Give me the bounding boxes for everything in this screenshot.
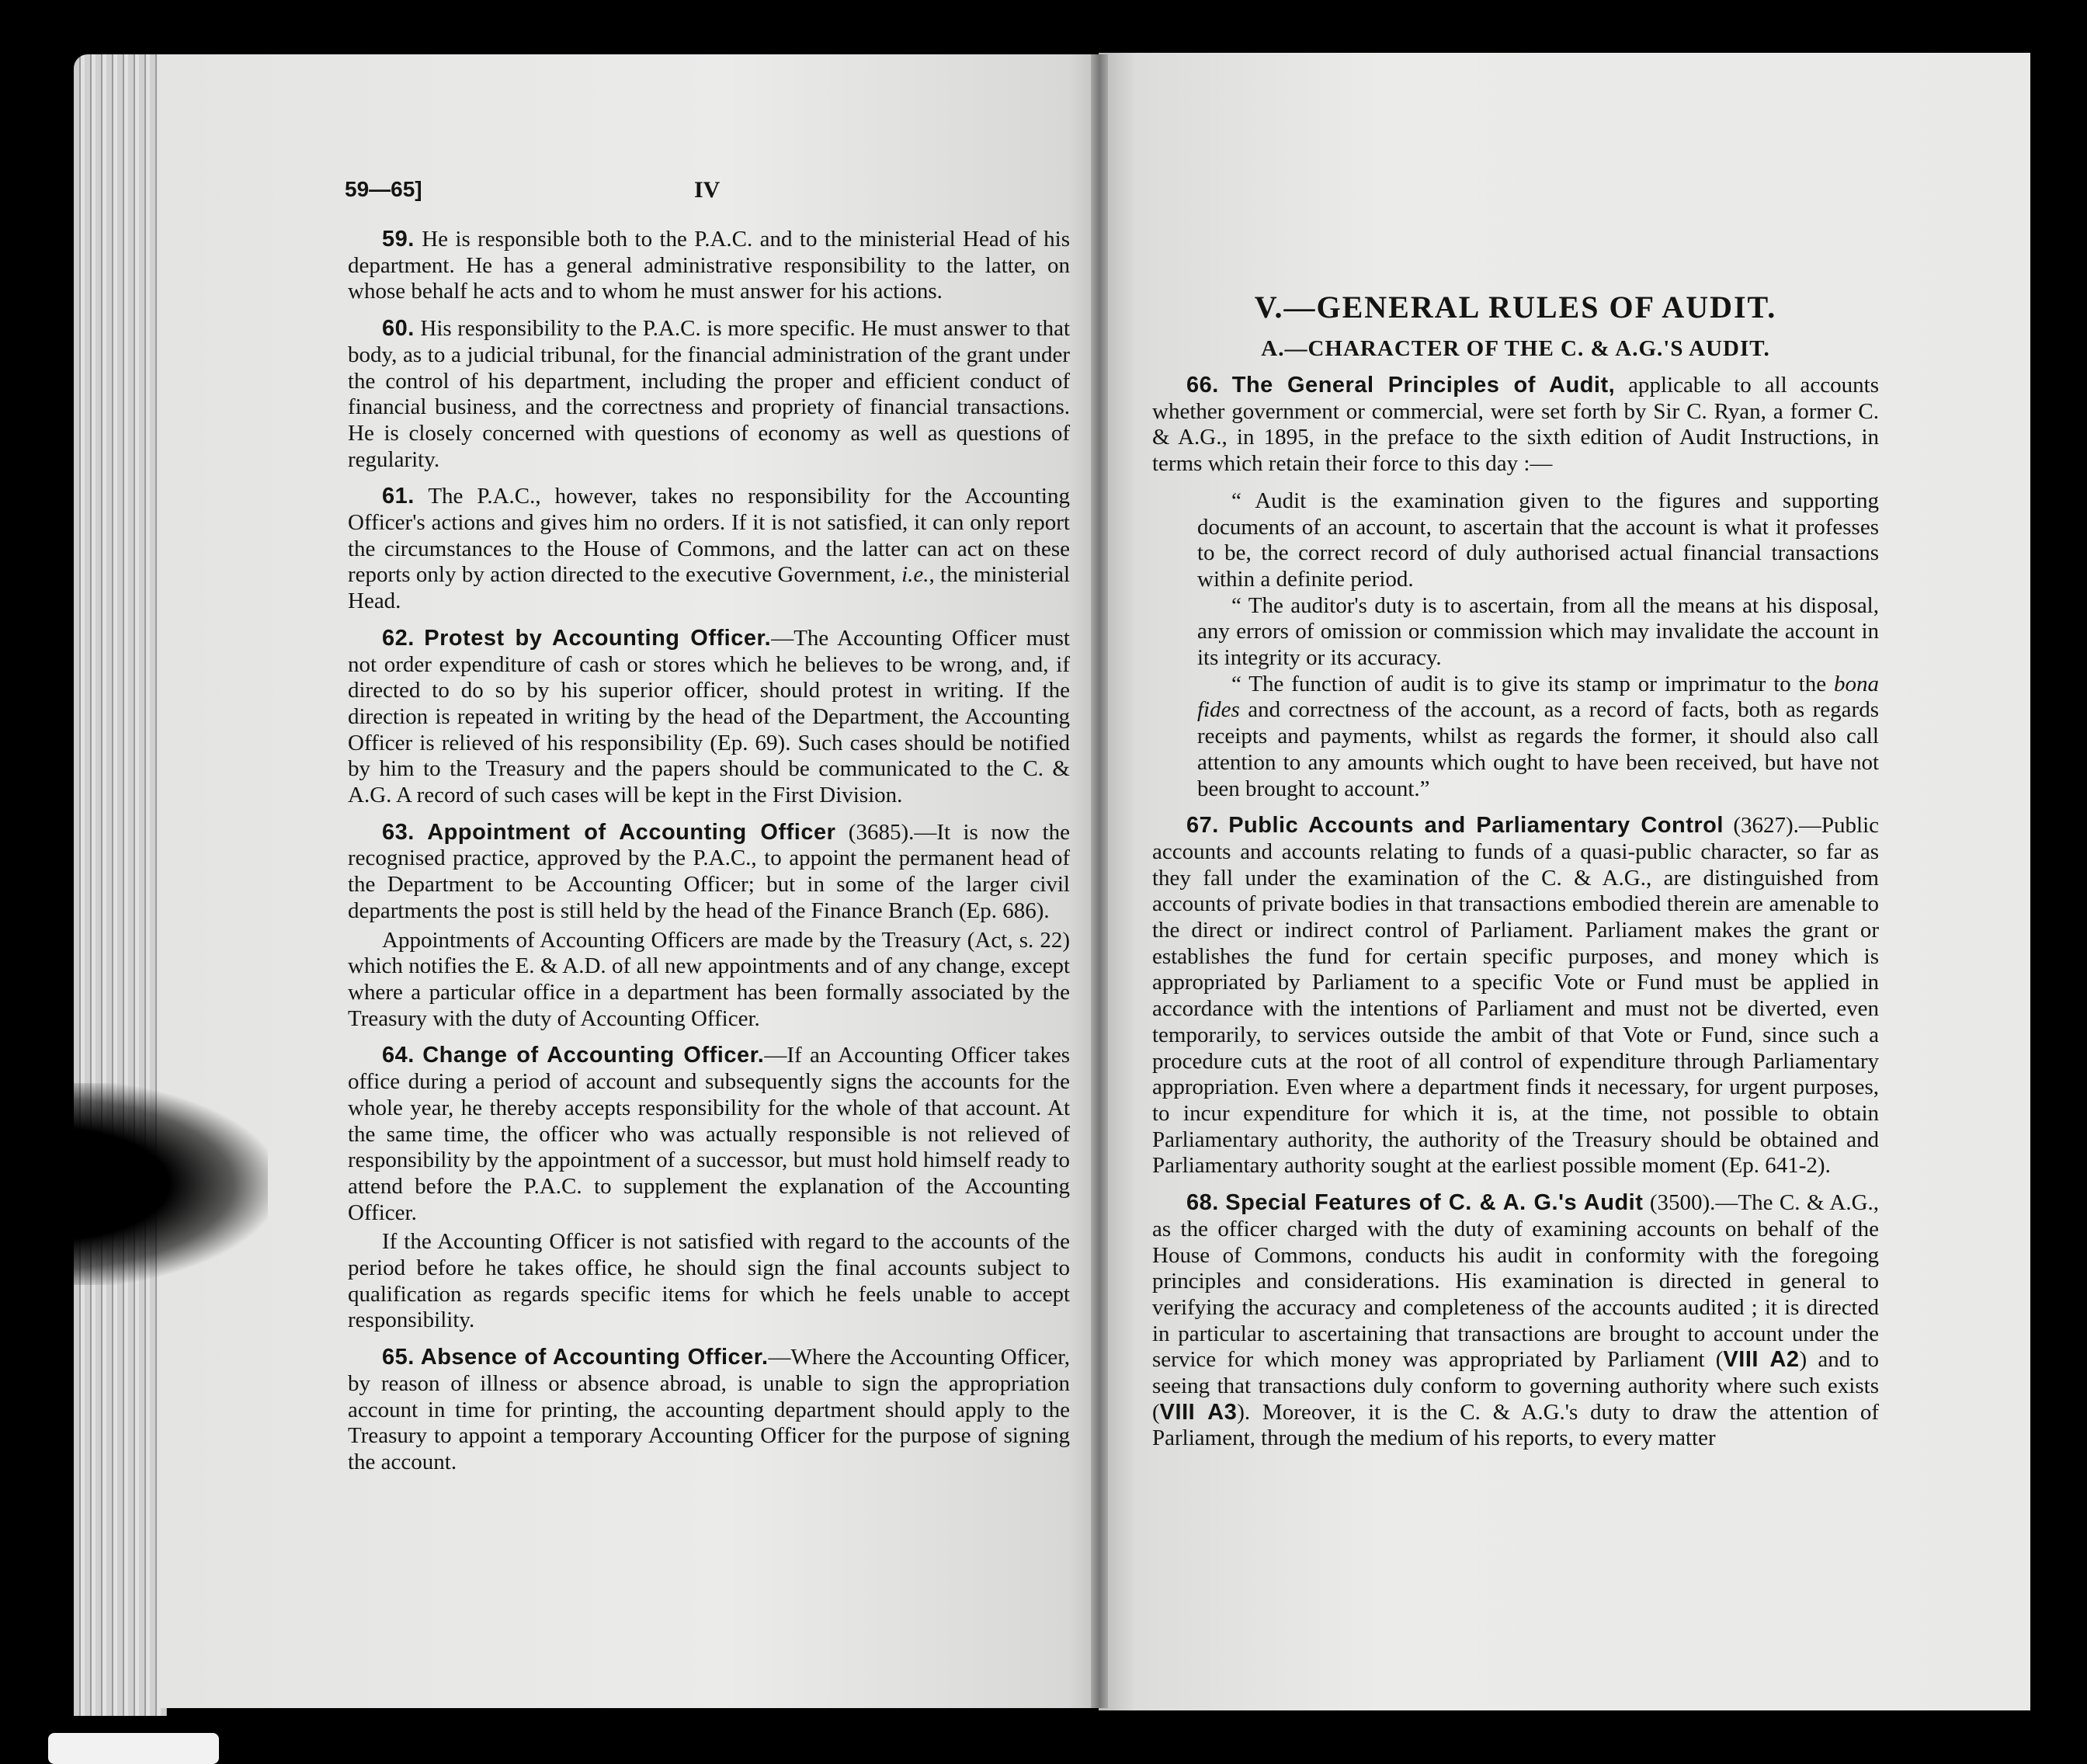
paragraph-heading: Absence of Accounting Officer. xyxy=(420,1345,769,1370)
italic-ie: i.e. xyxy=(901,562,929,588)
paragraph-heading: Appointment of Accounting Officer xyxy=(427,819,836,845)
paragraph-heading: Public Accounts and Parliamentary Control xyxy=(1228,813,1724,839)
paragraph-heading: The General Principles of Audit, xyxy=(1231,373,1616,398)
page-edge-stack xyxy=(74,54,167,1716)
paragraph-number: 67. xyxy=(1186,813,1219,839)
quotation-2: “ The auditor's duty is to ascertain, from all the means at his disposal, any errors of omission or commission which may invalidate the account in its integrity or its accuracy. xyxy=(1197,592,1879,671)
paragraph-66 xyxy=(1152,373,1879,477)
paragraph-text: ) and to seeing that transactions duly conform to governing authority where such exists ( xyxy=(1152,1347,1879,1425)
paragraph-number: 64. xyxy=(382,1043,415,1068)
right-column xyxy=(1152,373,1879,1463)
cross-reference: VIII A3 xyxy=(1159,1399,1238,1425)
paragraph-text: His responsibility to the P.A.C. is more specific. He must answer to that body, as to a judicial tribunal, for the financial administration of the grant under the control of his department, including the proper and efficient conduct of financial business, and the correctness and propriety of financial transactions. He is closely concerned with questions of economy as well as questions of regularity. xyxy=(348,316,1071,472)
paragraph-number: 65. xyxy=(382,1345,415,1370)
paragraph-63-continued: Appointments of Accounting Officers are made by the Treasury (Act, s. 22) which notifies the E. & A.D. of all new appointments and of any change, except where a particular office in a department has been formally associated by the Treasury with the duty of Accounting Officer. xyxy=(348,927,1070,1031)
corner-tab xyxy=(48,1733,219,1764)
paragraph-number: 60. xyxy=(382,316,415,342)
paragraph-text: (3500).—The C. & A.G., as the officer charged with the duty of examining accounts on behalf of the House of Commons, conducts his audit in conformity with the foregoing principles and considerations. His examination is directed in general to verifying the accuracy and completeness of the accounts audited ; it is directed in particular to ascertaining that transactions are brought to account under the service for which money was appropriated by Parliament ( xyxy=(1152,1190,1880,1373)
paragraph-59 xyxy=(348,227,1070,305)
paragraph-text: —If an Accounting Officer takes office during a period of account and subsequently signs the accounts for the whole year, he thereby accepts responsibility for the whole of that account. At the same time, the officer who was actually responsible is not relieved of responsibility by the appointment of a successor, but must hold himself ready to attend before the P.A.C. to supplement the explanation of the Accounting Officer. xyxy=(348,1043,1070,1225)
paragraph-67 xyxy=(1152,813,1879,1179)
paragraph-text: applicable to all accounts whether government or commercial, were set forth by Sir C. Ryan, a former C. & A.G., in 1895, in the preface to the sixth edition of Audit Instructions, in terms which retain their force to this day :— xyxy=(1152,373,1879,477)
running-head-range: 59—65] xyxy=(345,177,422,201)
section-subtitle: A.—CHARACTER OF THE C. & A.G.'S AUDIT. xyxy=(1261,336,1770,361)
running-head-chapter: IV xyxy=(694,177,721,203)
paragraph-64-continued: If the Accounting Officer is not satisfied with regard to the accounts of the period before he takes office, he should sign the final accounts subject to qualification as regards specific items for which he feels unable to accept responsibility. xyxy=(348,1229,1070,1333)
paragraph-68 xyxy=(1152,1190,1879,1452)
paragraph-65 xyxy=(348,1345,1070,1476)
paragraph-text: , the ministerial Head. xyxy=(348,562,1071,614)
paragraph-text: (3627).—Public accounts and accounts relating to funds of a quasi-public character, so far as they fall under the examination of the C. & A.G., are distinguished from accounts of private bodies in that transactions embodied therein are amenable to the direct or indirect control of Parliament. Parliament makes the grant or establishes the fund for certain specific purposes, and money which is appropriated by Parliament to a specific Vote or Fund must be applied in accordance with the intentions of Parliament and must not be diverted, even temporarily, to services outside the ambit of that Vote or Fund, since such a procedure cuts at the root of all control of expenditure through Parliamentary appropriation. Even where a department finds it necessary, for urgent purposes, to incur expenditure for which it is, at the time, not possible to obtain Parliamentary authority, the authority of the Treasury should be obtained and Parliamentary authority sought at the earliest possible moment (Ep. 641-2). xyxy=(1152,813,1880,1179)
paragraph-62 xyxy=(348,626,1070,809)
paragraph-63 xyxy=(348,820,1070,925)
paragraph-60 xyxy=(348,316,1070,473)
quotation-3 xyxy=(1152,672,1879,803)
paragraph-text: The P.A.C., however, takes no responsibility for the Accounting Officer's actions and gives him no orders. If it is not satisfied, it can only report the circumstances to the House of Commons, and the latter can act on these reports only by action directed to the executive Government, xyxy=(348,484,1070,588)
left-column xyxy=(348,227,1070,1487)
quotation-text: “ The function of audit is to give its stamp or imprimatur to the xyxy=(1231,671,1827,696)
paragraph-text: —The Accounting Officer must not order expenditure of cash or stores which he believes to be wrong, and, if directed to do so by his superior officer, should protest in writing. If the direction is repeated in writing by the head of the Department, the Accounting Officer is relieved of his responsibility (Ep. 69). Such cases should be notified by him to the Treasury and the papers should be communicated to the C. & A.G. A record of such cases will be kept in the First Division. xyxy=(348,625,1070,808)
quotation-1: “ Audit is the examination given to the figures and supporting documents of an account, to ascertain that the account is what it professes to be, the correct record of duly authorised actual financial transactions within a definite period. xyxy=(1197,488,1879,592)
paragraph-number: 68. xyxy=(1186,1190,1219,1216)
paragraph-heading: Protest by Accounting Officer. xyxy=(424,625,772,651)
book-gutter xyxy=(1091,54,1108,1708)
paragraph-61 xyxy=(348,484,1070,615)
paragraph-number: 61. xyxy=(382,484,415,509)
paragraph-number: 63. xyxy=(382,819,415,845)
paragraph-text: —Where the Accounting Officer, by reason of illness or absence abroad, is unable to sign the appropriation account in time for printing, the accounting department should apply to the Treasury to appoint a temporary Accounting Officer for the purpose of signing the account. xyxy=(348,1345,1070,1474)
thumb-shadow xyxy=(0,1083,268,1285)
quotation-text: and correctness of the account, as a record of facts, both as regards receipts and payments, whilst as regards the former, it should also call attention to any amounts which ought to have been received, but have not been brought to account.” xyxy=(1197,697,1879,801)
paragraph-number: 66. xyxy=(1186,373,1219,398)
paragraph-text: He is responsible both to the P.A.C. and to the ministerial Head of his department. He has a general administrative responsibility to the latter, on whose behalf he acts and to whom he must answer for his actions. xyxy=(348,227,1071,304)
paragraph-heading: Change of Accounting Officer. xyxy=(422,1043,765,1068)
paragraph-number: 62. xyxy=(382,625,415,651)
paragraph-heading: Special Features of C. & A. G.'s Audit xyxy=(1225,1190,1644,1216)
paragraph-number: 59. xyxy=(382,227,415,252)
paragraph-text: (3685).—It is now the recognised practice, approved by the P.A.C., to appoint the permanent head of the Department to be Accounting Officer; but in some of the larger civil departments the post is still held by the head of the Finance Branch (Ep. 686). xyxy=(348,819,1070,923)
paragraph-text: ). Moreover, it is the C. & A.G.'s duty to draw the attention of Parliament, through the medium of his reports, to every matter xyxy=(1152,1399,1879,1451)
paragraph-64 xyxy=(348,1043,1070,1226)
italic-bona-fides: bona fides xyxy=(1197,671,1879,723)
section-title: V.—GENERAL RULES OF AUDIT. xyxy=(1254,290,1777,325)
cross-reference: VIII A2 xyxy=(1723,1347,1800,1373)
